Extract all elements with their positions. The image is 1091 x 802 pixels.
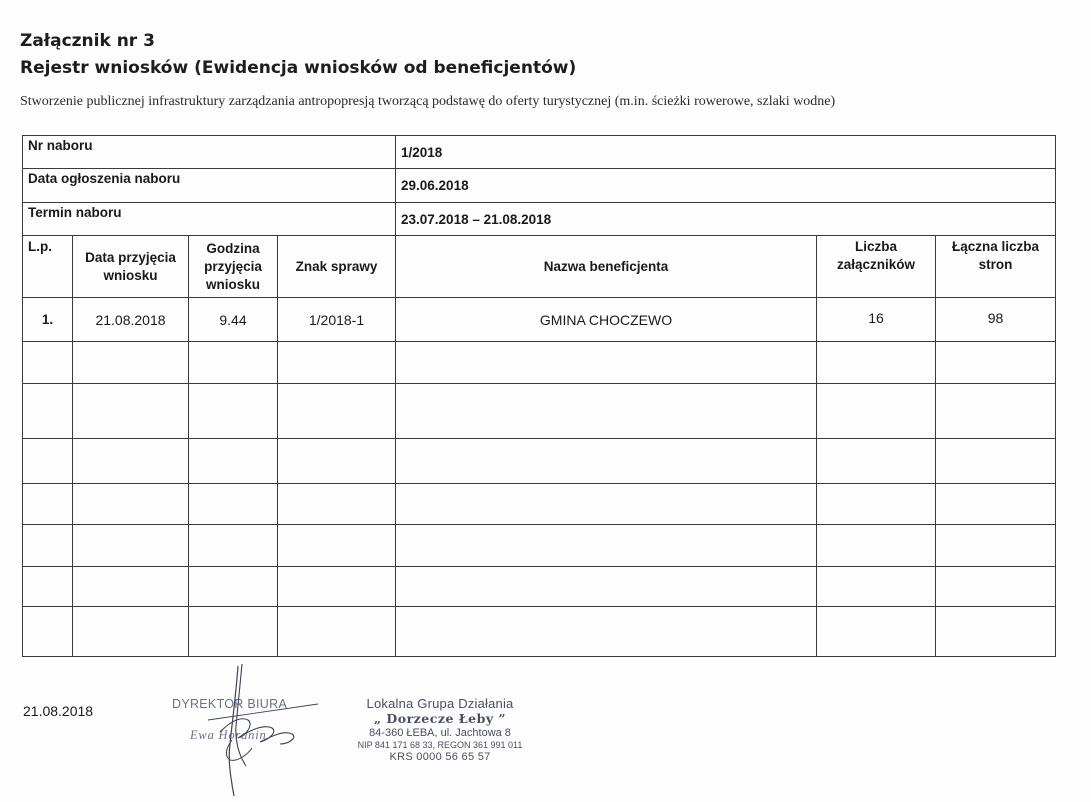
meta-row-announcement	[23, 169, 1056, 203]
empty-row	[23, 342, 1056, 384]
meta-row-deadline	[23, 203, 1056, 236]
meta-value: 23.07.2018 – 21.08.2018	[396, 203, 1056, 236]
meta-label: Data ogłoszenia naboru	[23, 169, 396, 203]
empty-row	[23, 384, 1056, 439]
lgd-line2: „ Dorzecze Łeby ”	[373, 711, 507, 726]
lgd-line3: 84-360 ŁEBA, ul. Jachtowa 8	[369, 727, 511, 739]
document-subtitle: Stworzenie publicznej infrastruktury zarządzania antropopresją tworzącą podstawę do oferty turystycznej (m.in. ścieżki rowerowe, szlaki wodne)	[20, 94, 836, 109]
cell-attachments: 16	[817, 298, 936, 342]
empty-row	[23, 567, 1056, 607]
cell-pages: 98	[936, 298, 1056, 342]
cell-date: 21.08.2018	[73, 298, 189, 342]
document-title: Rejestr wniosków (Ewidencja wniosków od beneficjentów)	[20, 58, 577, 78]
lgd-stamp	[340, 696, 540, 763]
col-header-beneficiary: Nazwa beneficjenta	[396, 236, 817, 298]
director-title: DYREKTOR BIURA	[172, 697, 288, 711]
table-row	[23, 298, 1056, 342]
meta-label: Termin naboru	[23, 203, 396, 236]
attachment-number: Załącznik nr 3	[20, 31, 155, 51]
lgd-line5: KRS 0000 56 65 57	[389, 751, 491, 763]
empty-row	[23, 607, 1056, 657]
col-header-lp: L.p.	[23, 236, 73, 298]
director-name: Ewa Horanin	[190, 728, 267, 742]
lgd-line4: NIP 841 171 68 33, REGON 361 991 011	[357, 740, 523, 750]
register-table	[22, 135, 1056, 657]
cell-lp: 1.	[23, 298, 73, 342]
col-header-ref: Znak sprawy	[278, 236, 396, 298]
empty-row	[23, 439, 1056, 484]
empty-row	[23, 525, 1056, 567]
meta-value: 29.06.2018	[396, 169, 1056, 203]
meta-row-number	[23, 136, 1056, 169]
meta-label: Nr naboru	[23, 136, 396, 169]
empty-row	[23, 484, 1056, 525]
col-header-date: Data przyjęcia wniosku	[73, 236, 189, 298]
col-header-attachments: Liczba załączników	[817, 236, 936, 298]
column-header-row	[23, 236, 1056, 298]
footer-date: 21.08.2018	[23, 703, 94, 719]
cell-ref: 1/2018-1	[278, 298, 396, 342]
col-header-pages: Łączna liczba stron	[936, 236, 1056, 298]
director-stamp	[168, 694, 328, 798]
col-header-time: Godzina przyjęcia wniosku	[189, 236, 278, 298]
cell-time: 9.44	[189, 298, 278, 342]
signature-icon	[168, 664, 328, 798]
cell-beneficiary: GMINA CHOCZEWO	[396, 298, 817, 342]
lgd-line1: Lokalna Grupa Działania	[366, 696, 514, 711]
meta-value: 1/2018	[396, 136, 1056, 169]
